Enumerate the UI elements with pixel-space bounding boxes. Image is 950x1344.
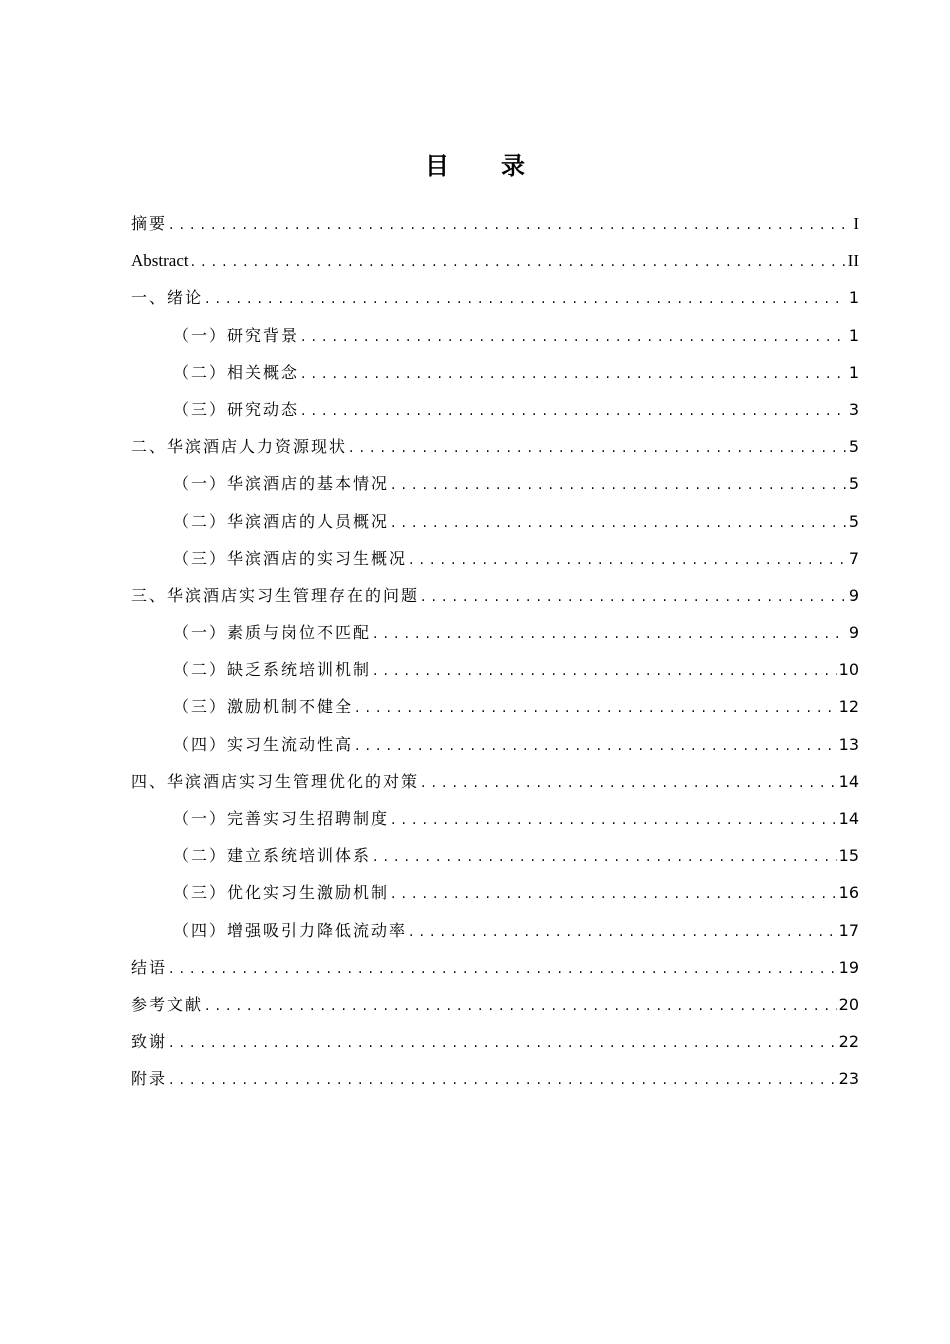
toc-entry-page: 3 [848,399,859,419]
toc-leader-dots [205,279,847,318]
toc-entry[interactable] [131,688,859,725]
toc-leader-dots [391,503,847,542]
toc-entry[interactable] [131,726,859,763]
toc-leader-dots [191,242,846,281]
toc-entry-page: 15 [838,846,859,866]
toc-leader-dots [355,688,837,727]
toc-leader-dots [169,949,837,988]
toc-leader-dots [205,986,837,1025]
toc-entry[interactable] [131,428,859,465]
toc-entry-page: I [853,214,859,233]
toc-leader-dots [421,763,837,802]
toc-entry-page: 14 [838,771,859,791]
toc-leader-dots [421,577,847,616]
toc-entry-label: （二）缺乏系统培训机制 [173,660,372,680]
toc-entry[interactable] [131,465,859,502]
toc-leader-dots [169,205,851,244]
toc-entry-label: （一）研究背景 [173,325,300,345]
toc-leader-dots [409,540,847,579]
toc-entry[interactable] [131,540,859,577]
toc-entry-label: 附录 [131,1069,168,1089]
toc-entry-label: （一）完善实习生招聘制度 [173,809,390,828]
toc-entry-page: 14 [838,809,859,828]
toc-leader-dots [301,354,847,393]
toc-entry-label: 一、绪论 [131,288,204,308]
toc-entry-label: （三）研究动态 [173,399,300,419]
toc-entry-page: 20 [838,994,859,1014]
toc-entry[interactable] [131,651,859,688]
toc-entry-page: 7 [848,548,859,568]
toc-entry[interactable] [131,986,859,1023]
toc-entry-page: 1 [848,362,859,382]
toc-entry[interactable] [131,317,859,354]
toc-entry-label: （四）实习生流动性高 [173,734,354,754]
toc-entry[interactable] [131,1023,859,1060]
toc-entry-label: （一）素质与岗位不匹配 [173,623,372,643]
toc-entry-label: （三）优化实习生激励机制 [173,883,390,903]
toc-entry-page: 17 [838,920,859,940]
toc-entry[interactable] [131,279,859,316]
toc-entry-page: 1 [848,325,859,345]
toc-entry-page: 1 [848,288,859,308]
toc-entry-label: Abstract [131,251,189,271]
toc-entry[interactable] [131,503,859,540]
toc-entry[interactable] [131,874,859,911]
table-of-contents [131,205,859,1098]
toc-entry-label: 结语 [131,957,168,977]
toc-leader-dots [301,317,847,356]
toc-entry-label: 四、华滨酒店实习生管理优化的对策 [131,771,420,791]
toc-entry-label: 三、华滨酒店实习生管理存在的问题 [131,585,420,605]
toc-entry[interactable] [131,354,859,391]
toc-entry-page: 5 [848,511,859,531]
toc-entry-label: （二）建立系统培训体系 [173,846,372,866]
toc-entry-label: 摘要 [131,214,168,233]
toc-entry[interactable] [131,837,859,874]
toc-entry-label: （一）华滨酒店的基本情况 [173,474,390,494]
toc-leader-dots [409,912,837,951]
title-char-2: 录 [501,152,525,180]
toc-entry-page: 19 [838,957,859,977]
toc-entry[interactable] [131,391,859,428]
toc-leader-dots [373,837,837,876]
toc-leader-dots [373,651,837,690]
toc-entry-label: （二）华滨酒店的人员概况 [173,511,390,531]
toc-entry[interactable] [131,763,859,800]
toc-entry[interactable] [131,949,859,986]
toc-entry-label: 参考文献 [131,994,204,1014]
toc-entry[interactable] [131,577,859,614]
toc-entry-label: （三）华滨酒店的实习生概况 [173,548,408,568]
toc-leader-dots [169,1023,837,1062]
title-char-1: 目 [425,152,449,180]
toc-leader-dots [169,1060,837,1099]
toc-leader-dots [391,800,837,839]
page-title [0,146,950,181]
toc-entry-page: 5 [848,437,859,457]
toc-entry[interactable] [131,242,859,279]
toc-leader-dots [355,726,837,765]
toc-entry[interactable] [131,1060,859,1097]
toc-entry-page: 9 [848,585,859,605]
toc-entry-label: （二）相关概念 [173,362,300,382]
toc-entry-page: II [847,251,859,271]
toc-entry-label: 致谢 [131,1032,168,1052]
toc-entry-page: 13 [838,734,859,754]
toc-entry-page: 23 [838,1069,859,1089]
toc-entry[interactable] [131,614,859,651]
toc-leader-dots [349,428,847,467]
toc-entry[interactable] [131,205,859,242]
toc-entry[interactable] [131,912,859,949]
toc-entry-page: 10 [838,660,859,680]
toc-entry-page: 22 [838,1032,859,1052]
toc-entry-label: 二、华滨酒店人力资源现状 [131,437,348,457]
toc-entry-page: 5 [848,474,859,494]
toc-entry-label: （四）增强吸引力降低流动率 [173,920,408,940]
toc-entry-page: 16 [838,883,859,903]
toc-leader-dots [391,874,837,913]
toc-leader-dots [391,465,847,504]
toc-leader-dots [373,614,847,653]
toc-entry[interactable] [131,800,859,837]
toc-leader-dots [301,391,847,430]
toc-entry-label: （三）激励机制不健全 [173,697,354,717]
toc-entry-page: 9 [848,623,859,643]
toc-entry-page: 12 [838,697,859,717]
